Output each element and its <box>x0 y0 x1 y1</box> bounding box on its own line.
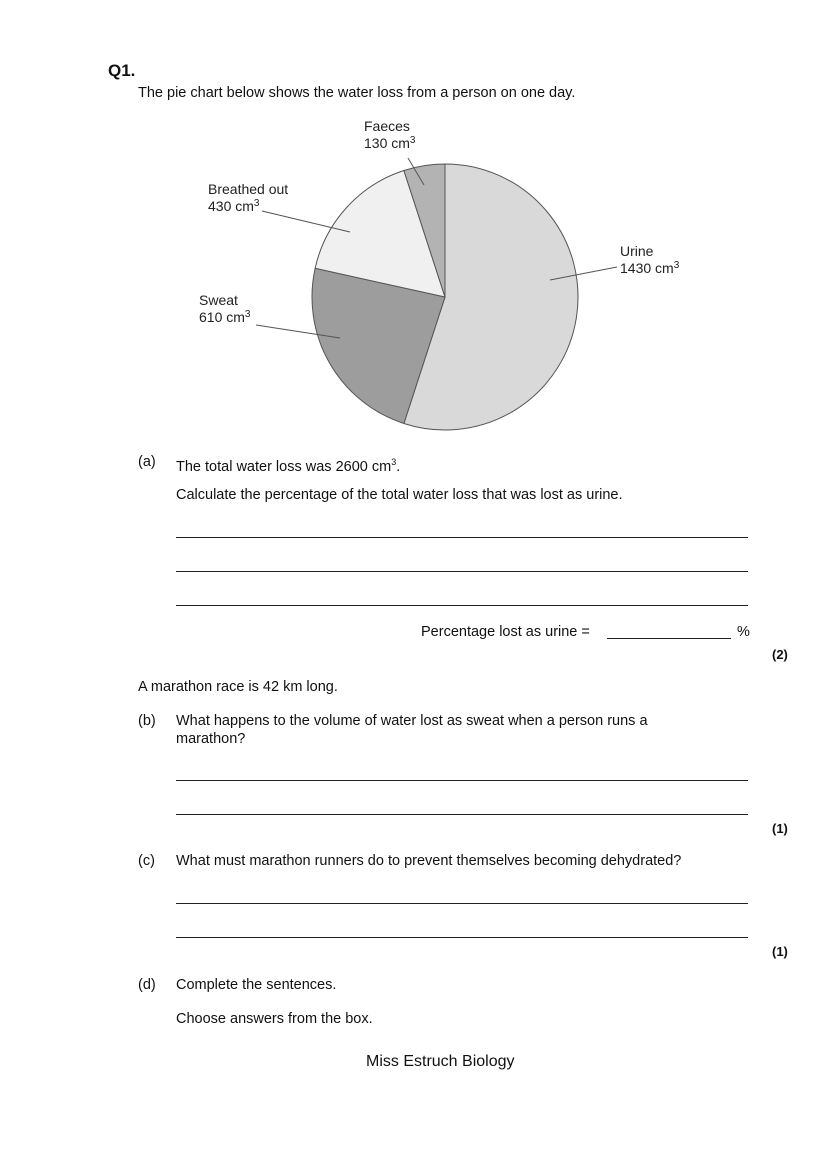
sup-breathed-out: 3 <box>253 198 260 209</box>
part-c-marks: (1) <box>772 944 788 959</box>
part-a-unit: % <box>737 624 750 640</box>
label-breathed-out: Breathed out <box>208 181 289 197</box>
question-number: Q1. <box>108 61 136 80</box>
answer-line[interactable] <box>176 937 748 938</box>
value-urine: 1430 cm <box>620 260 674 276</box>
sup-faeces: 3 <box>409 135 416 146</box>
part-d-line2: Choose answers from the box. <box>176 1011 373 1027</box>
sup-sweat: 3 <box>244 309 251 320</box>
part-b-line1: What happens to the volume of water lost as sweat when a person runs a <box>176 713 648 729</box>
part-a-line2: Calculate the percentage of the total water loss that was lost as urine. <box>176 487 623 503</box>
svg-text:1430 cm3 <box>620 260 680 276</box>
part-b-label: (b) <box>138 713 156 729</box>
sup-urine: 3 <box>673 260 680 271</box>
part-b-line2: marathon? <box>176 731 246 747</box>
marathon-statement: A marathon race is 42 km long. <box>138 679 338 695</box>
part-a-answer-label: Percentage lost as urine = <box>421 624 590 640</box>
answer-line[interactable] <box>176 571 748 572</box>
pie-chart <box>0 0 828 450</box>
svg-text:430 cm3 <box>208 198 260 214</box>
svg-text:130 cm3 <box>364 135 416 151</box>
percentage-answer-line[interactable] <box>607 638 731 639</box>
part-c-label: (c) <box>138 853 155 869</box>
footer-text: Miss Estruch Biology <box>366 1053 515 1070</box>
value-faeces: 130 cm <box>364 135 410 151</box>
question-intro: The pie chart below shows the water loss from a person on one day. <box>138 85 576 101</box>
answer-line[interactable] <box>176 814 748 815</box>
part-a-line1: The total water loss was 2600 $cm^3$. <box>176 457 401 475</box>
answer-line[interactable] <box>176 780 748 781</box>
value-breathed-out: 430 cm <box>208 198 254 214</box>
label-sweat: Sweat <box>199 292 238 308</box>
part-d-line1: Complete the sentences. <box>176 977 337 993</box>
part-a-marks: (2) <box>772 647 788 662</box>
label-urine: Urine <box>620 243 654 259</box>
label-faeces: Faeces <box>364 118 410 134</box>
answer-line[interactable] <box>176 605 748 606</box>
part-b-marks: (1) <box>772 821 788 836</box>
part-d-label: (d) <box>138 977 156 993</box>
answer-line[interactable] <box>176 537 748 538</box>
value-sweat: 610 cm <box>199 309 245 325</box>
part-c-text: What must marathon runners do to prevent themselves becoming dehydrated? <box>176 853 682 869</box>
part-a-label: (a) <box>138 454 156 470</box>
answer-line[interactable] <box>176 903 748 904</box>
svg-text:610 cm3 <box>199 309 251 325</box>
